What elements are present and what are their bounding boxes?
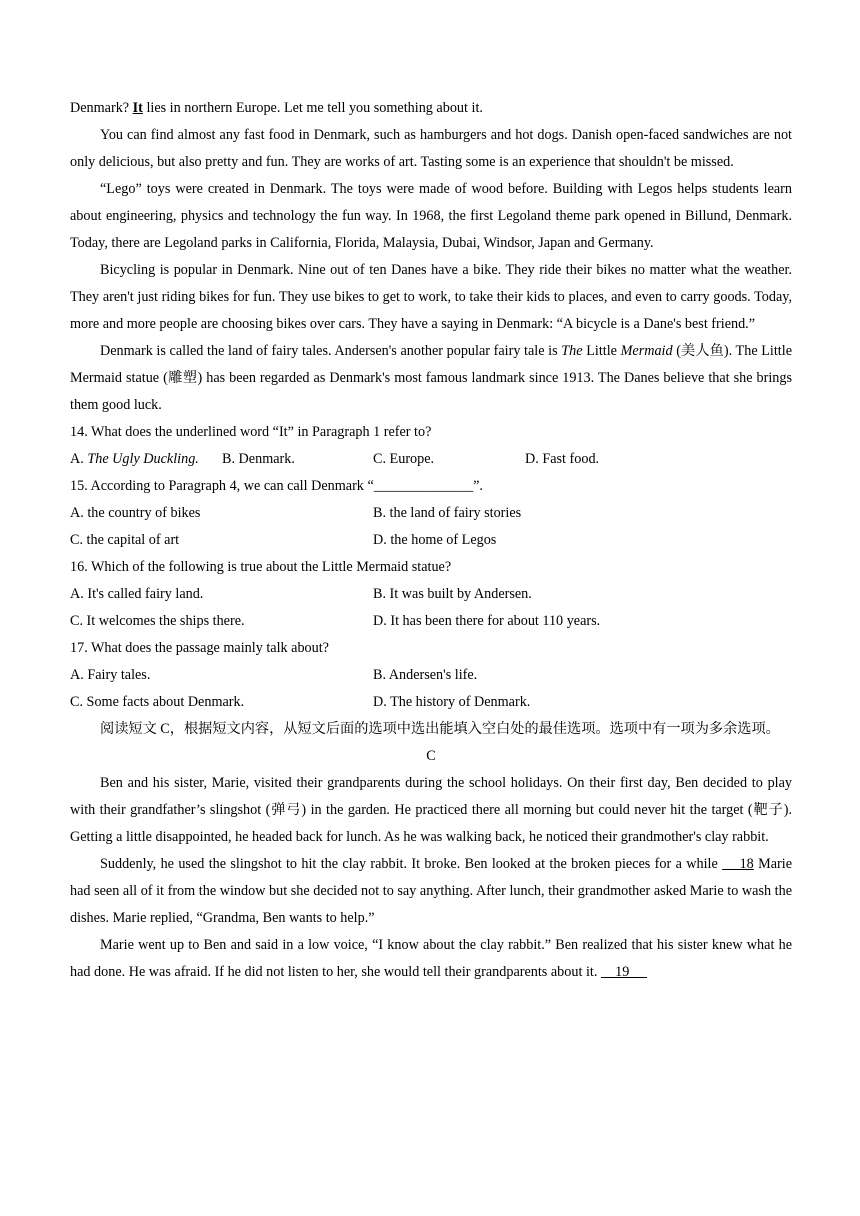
option-c: C. the capital of art	[70, 532, 180, 548]
text-segment: Denmark?	[70, 100, 133, 116]
option-b: B. Andersen's life.	[373, 667, 478, 683]
answer-blank-18: 18	[722, 856, 754, 872]
question-16-stem: 16. Which of the following is true about the Little Mermaid statue?	[70, 559, 452, 575]
italic-text: Mermaid	[620, 343, 673, 359]
passage-c-paragraph-2	[70, 851, 792, 932]
option-a: A. It's called fairy land.	[70, 586, 204, 602]
document-page	[70, 95, 792, 986]
option-a	[70, 446, 222, 473]
italic-text: The	[561, 343, 583, 359]
option-a: A. Fairy tales.	[70, 667, 151, 683]
question-15-options-row-1	[70, 500, 792, 527]
text-segment: 15. According to Paragraph 4, we can call Denmark “	[70, 478, 374, 494]
option-c: C. Europe.	[373, 451, 435, 467]
passage-b-paragraph-3: “Lego” toys were created in Denmark. The toys were made of wood before. Building with Legos helps students learn about engineering, physics and technology the fun way. In 1968, the first Legoland theme park opened in Billund, Denmark. Today, there are Legoland parks in California, Florida, Malaysia, Dubai, Windsor, Japan and Germany.	[70, 181, 792, 251]
passage-b-paragraph-4: Bicycling is popular in Denmark. Nine out of ten Danes have a bike. They ride their bikes no matter what the weather. They aren't just riding bikes for fun. They use bikes to get to work, to take their kids to places, and even to carry goods. Today, more and more people are choosing bikes over cars. They have a saying in Denmark: “A bicycle is a Dane's best friend.”	[70, 262, 792, 332]
text-segment: lies in northern Europe. Let me tell you something about it.	[142, 100, 483, 116]
option-label: A.	[70, 451, 88, 467]
passage-c-paragraph-3	[70, 932, 792, 986]
option-d: D. The history of Denmark.	[373, 694, 531, 710]
question-16-options-row-2	[70, 608, 792, 635]
section-c-heading: C	[426, 748, 436, 764]
passage-b-paragraph-2: You can find almost any fast food in Denmark, such as hamburgers and hot dogs. Danish open-faced sandwiches are not only delicious, but also pretty and fun. They are works of art. Tasting some is an experience that shouldn't be missed.	[70, 127, 792, 170]
passage-b-paragraph-5	[70, 338, 792, 419]
text-segment: Denmark is called the land of fairy tales. Andersen's another popular fairy tale is	[100, 343, 562, 359]
option-c: C. It welcomes the ships there.	[70, 613, 245, 629]
text-segment: Marie had seen all of it from the window but she decided not to say anything. After lunch, their grandmother asked Marie to wash the dishes. Marie replied, “Grandma, Ben wants to help.”	[70, 856, 792, 926]
answer-blank-19: 19	[600, 964, 648, 980]
question-17-options-row-1	[70, 662, 792, 689]
option-c: C. Some facts about Denmark.	[70, 694, 245, 710]
question-14-stem: 14. What does the underlined word “It” in Paragraph 1 refer to?	[70, 424, 432, 440]
text-segment: ”.	[473, 478, 483, 494]
question-17-stem: 17. What does the passage mainly talk about?	[70, 640, 329, 656]
text-segment: Marie went up to Ben and said in a low voice, “I know about the clay rabbit.” Ben realized that his sister knew what he had done. He was afraid. If he did not listen to her, she would tell their grandparents about it.	[70, 937, 792, 980]
question-14-options	[70, 446, 792, 473]
passage-b-paragraph-1	[70, 95, 792, 122]
option-b: B. the land of fairy stories	[373, 505, 522, 521]
section-c-instruction: 阅读短文 C，根据短文内容，从短文后面的选项中选出能填入空白处的最佳选项。选项中有一项为多余选项。	[100, 721, 780, 737]
option-d: D. Fast food.	[525, 451, 600, 467]
question-15-options-row-2	[70, 527, 792, 554]
question-15-stem	[70, 473, 792, 500]
passage-c-paragraph-1: Ben and his sister, Marie, visited their grandparents during the school holidays. On their first day, Ben decided to play with their grandfather’s slingshot (弹弓) in the garden. He practiced there all morning but could never hit the target (靶子). Getting a little disappointed, he headed back for lunch. As he was walking back, he noticed their grandmother's clay rabbit.	[70, 775, 792, 845]
book-title: The Ugly Duckling.	[87, 451, 199, 467]
text-segment: Suddenly, he used the slingshot to hit the clay rabbit. It broke. Ben looked at the broken pieces for a while	[100, 856, 723, 872]
option-a: A. the country of bikes	[70, 505, 201, 521]
question-17-options-row-2	[70, 689, 792, 716]
option-d: D. the home of Legos	[373, 532, 497, 548]
option-b: B. It was built by Andersen.	[373, 586, 532, 602]
option-d: D. It has been there for about 110 years.	[373, 613, 601, 629]
text-segment: Little	[582, 343, 621, 359]
question-16-options-row-1	[70, 581, 792, 608]
answer-blank: ______________	[373, 478, 474, 494]
option-b: B. Denmark.	[222, 451, 295, 467]
underlined-word: It	[132, 100, 143, 116]
text-segment: (美人鱼). The Little Mermaid statue (雕塑) has been regarded as Denmark's most famous landmark since 1913. The Danes believe that she brings them good luck.	[70, 343, 792, 413]
